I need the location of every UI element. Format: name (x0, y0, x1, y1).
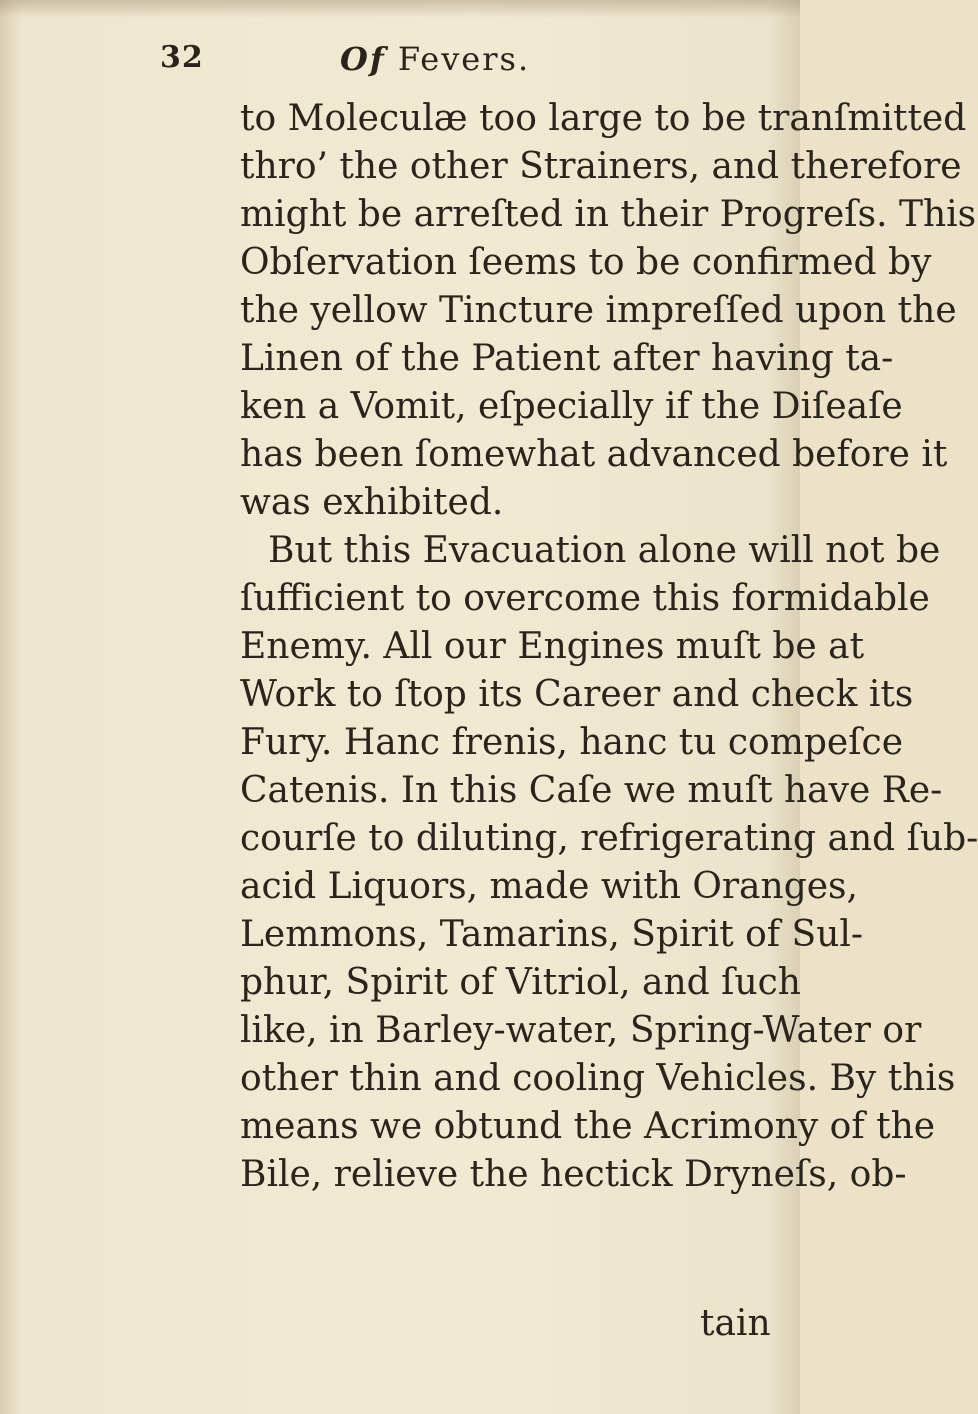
text-line: Work to ſtop its Career and check its (240, 674, 914, 715)
text-line: might be arreſted in their Progreſs. This (240, 194, 977, 235)
body-text (240, 95, 978, 1199)
running-title (340, 40, 530, 78)
text-line: to Moleculæ too large to be tranſmitted (240, 98, 967, 139)
text-line: ken a Vomit, eſpecially if the Diſeaſe (240, 386, 903, 427)
text-line: the yellow Tincture impreſſed upon the (240, 290, 957, 331)
page-header (0, 40, 800, 90)
text-line: was exhibited. (240, 482, 504, 523)
text-line: thro’ the other Strainers, and therefore (240, 146, 962, 187)
text-line: Obſervation ſeems to be confirmed by (240, 242, 932, 283)
text-line: like, in Barley-water, Spring-Water or (240, 1010, 922, 1051)
text-line: acid Liquors, made with Oranges, (240, 866, 858, 907)
text-line: Fury. Hanc frenis, hanc tu compeſce (240, 722, 904, 763)
catchword: tain (700, 1303, 771, 1344)
text-line: other thin and cooling Vehicles. By this (240, 1058, 956, 1099)
text-line: Catenis. In this Caſe we muſt have Re- (240, 770, 943, 811)
running-title-word: Fevers. (397, 40, 531, 78)
text-line: has been ſomewhat advanced before it (240, 434, 948, 475)
text-line: courſe to diluting, refrigerating and ſub- (240, 818, 978, 859)
text-line: Enemy. All our Engines muſt be at (240, 626, 865, 667)
page-edge-shadow (0, 0, 800, 18)
text-line: Linen of the Patient after having ta- (240, 338, 894, 379)
text-line: Lemmons, Tamarins, Spirit of Sul- (240, 914, 864, 955)
text-line: phur, Spirit of Vitriol, and ſuch (240, 962, 801, 1003)
text-line: ſufficient to overcome this formidable (240, 578, 930, 619)
text-line: But this Evacuation alone will not be (268, 530, 941, 571)
running-title-of: Of (340, 40, 386, 78)
text-line: means we obtund the Acrimony of the (240, 1106, 936, 1147)
page-number: 32 (160, 40, 204, 75)
text-line: Bile, relieve the hectick Dryneſs, ob- (240, 1154, 907, 1195)
